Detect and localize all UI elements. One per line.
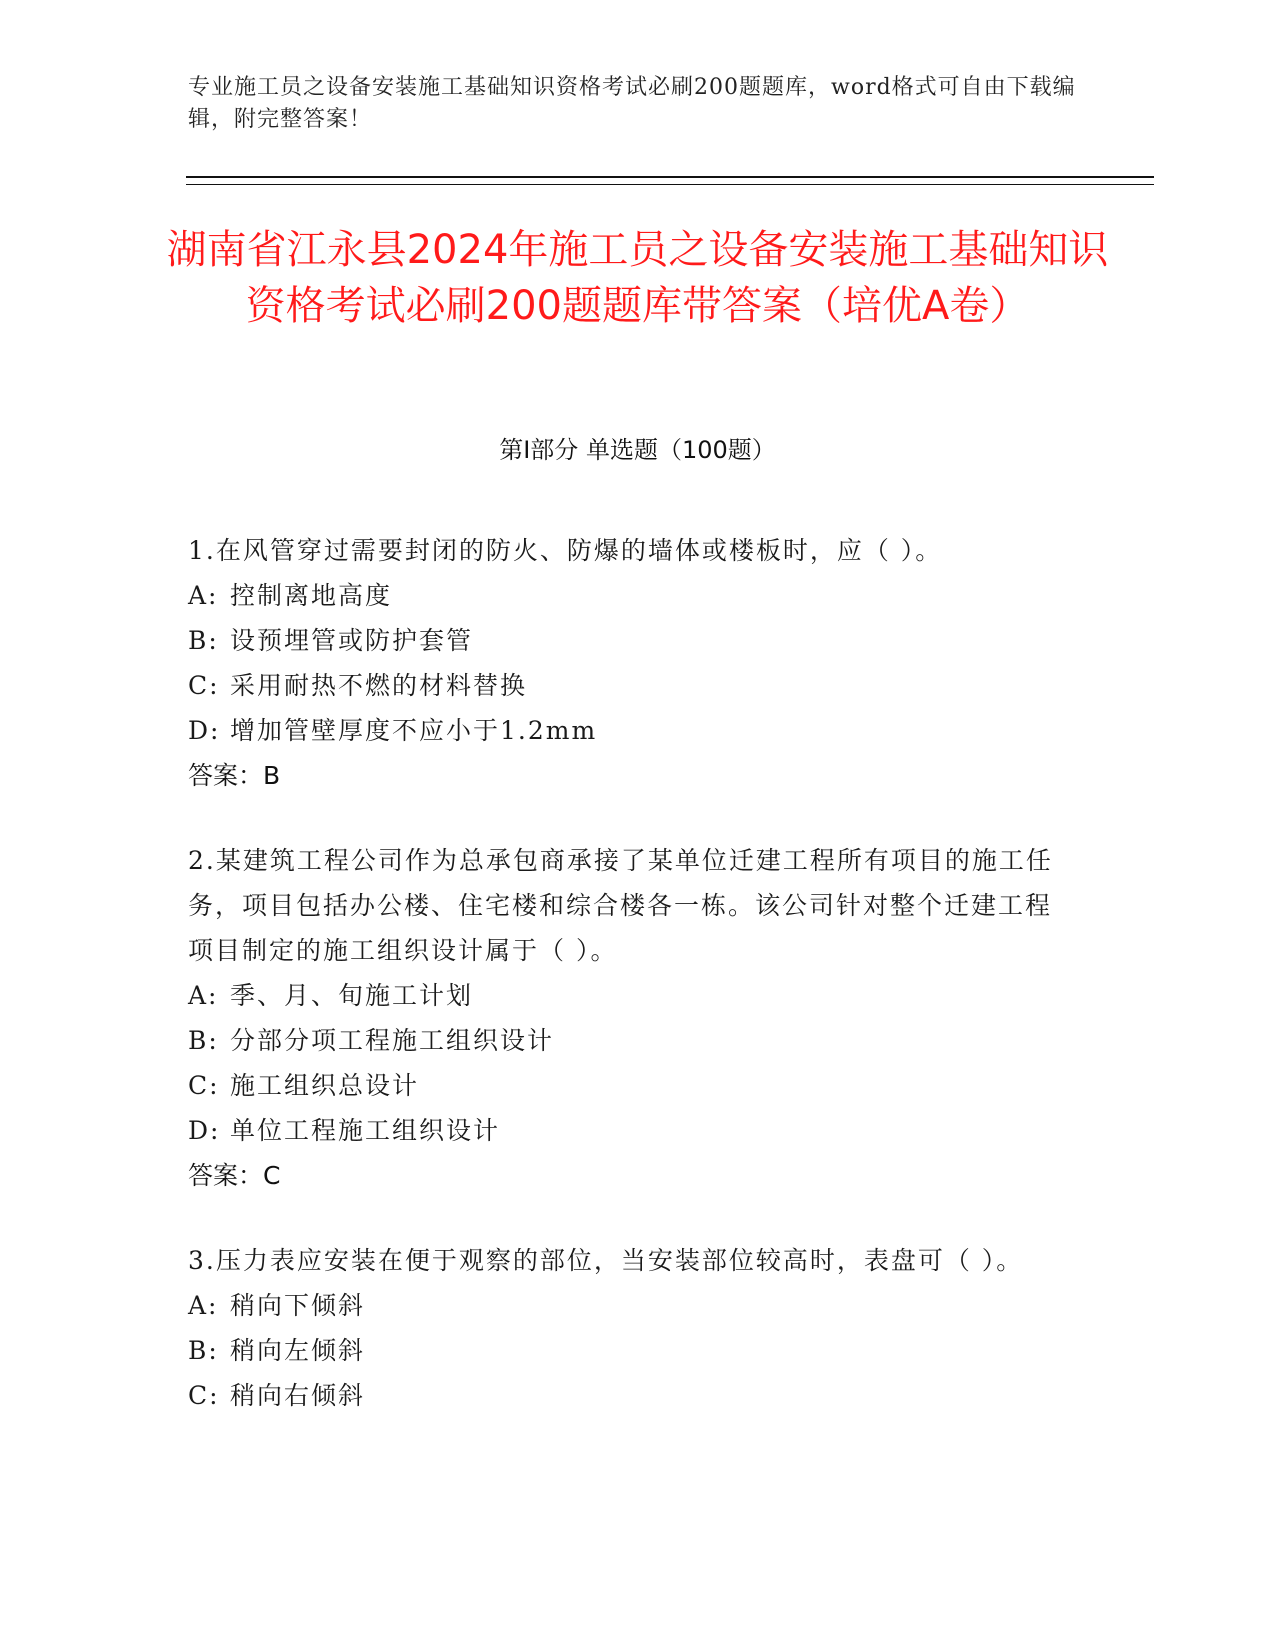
option-text: 施工组织总设计: [230, 1071, 420, 1100]
header-rule-thin: [186, 184, 1154, 185]
option-c: [188, 1373, 1068, 1418]
document-title: 湖南省江永县2024年施工员之设备安装施工基础知识资格考试必刷200题题库带答案（培优A卷）: [166, 227, 1109, 329]
option-c: [188, 663, 1068, 708]
answer-text: 答案：C: [188, 1161, 281, 1190]
option-letter: A:: [188, 981, 219, 1010]
question-2: [188, 838, 1068, 1198]
option-letter: B:: [188, 626, 219, 655]
option-letter: C:: [188, 1381, 220, 1410]
option-text: 设预埋管或防护套管: [230, 626, 474, 655]
option-letter: B:: [188, 1026, 219, 1055]
option-letter: A:: [188, 581, 219, 610]
option-b: [188, 1018, 1068, 1063]
option-text: 稍向右倾斜: [230, 1381, 366, 1410]
header-rule-thick: [186, 176, 1154, 178]
option-a: [188, 1283, 1068, 1328]
option-b: [188, 618, 1068, 663]
option-text: 稍向下倾斜: [230, 1291, 366, 1320]
option-letter: D:: [188, 716, 221, 745]
option-text: 控制离地高度: [230, 581, 393, 610]
option-letter: D:: [188, 1116, 221, 1145]
option-text: 季、月、旬施工计划: [230, 981, 474, 1010]
option-text: 单位工程施工组织设计: [230, 1116, 501, 1145]
question-text: 2.某建筑工程公司作为总承包商承接了某单位迁建工程所有项目的施工任务，项目包括办公楼、住宅楼和综合楼各一栋。该公司针对整个迁建工程项目制定的施工组织设计属于（ ）。: [188, 846, 1053, 965]
option-text: 增加管壁厚度不应小于1.2mm: [230, 716, 598, 745]
question-3: [188, 1238, 1068, 1418]
option-a: [188, 973, 1068, 1018]
option-text: 稍向左倾斜: [230, 1336, 366, 1365]
option-d: [188, 708, 1068, 753]
answer-text: 答案：B: [188, 761, 281, 790]
option-text: 分部分项工程施工组织设计: [230, 1026, 555, 1055]
option-letter: B:: [188, 1336, 219, 1365]
question-text: 1.在风管穿过需要封闭的防火、防爆的墙体或楼板时，应（ ）。: [188, 536, 943, 565]
question-list: [188, 528, 1068, 1458]
section-title: 第Ⅰ部分 单选题（100题）: [499, 436, 776, 464]
header-note: 专业施工员之设备安装施工基础知识资格考试必刷200题题库，word格式可自由下载编辑，附完整答案！: [188, 75, 1076, 132]
option-c: [188, 1063, 1068, 1108]
option-b: [188, 1328, 1068, 1373]
option-a: [188, 573, 1068, 618]
option-letter: C:: [188, 671, 220, 700]
option-letter: C:: [188, 1071, 220, 1100]
option-letter: A:: [188, 1291, 219, 1320]
option-text: 采用耐热不燃的材料替换: [230, 671, 528, 700]
question-text: 3.压力表应安装在便于观察的部位，当安装部位较高时，表盘可（ ）。: [188, 1246, 1024, 1275]
option-d: [188, 1108, 1068, 1153]
question-1: [188, 528, 1068, 798]
